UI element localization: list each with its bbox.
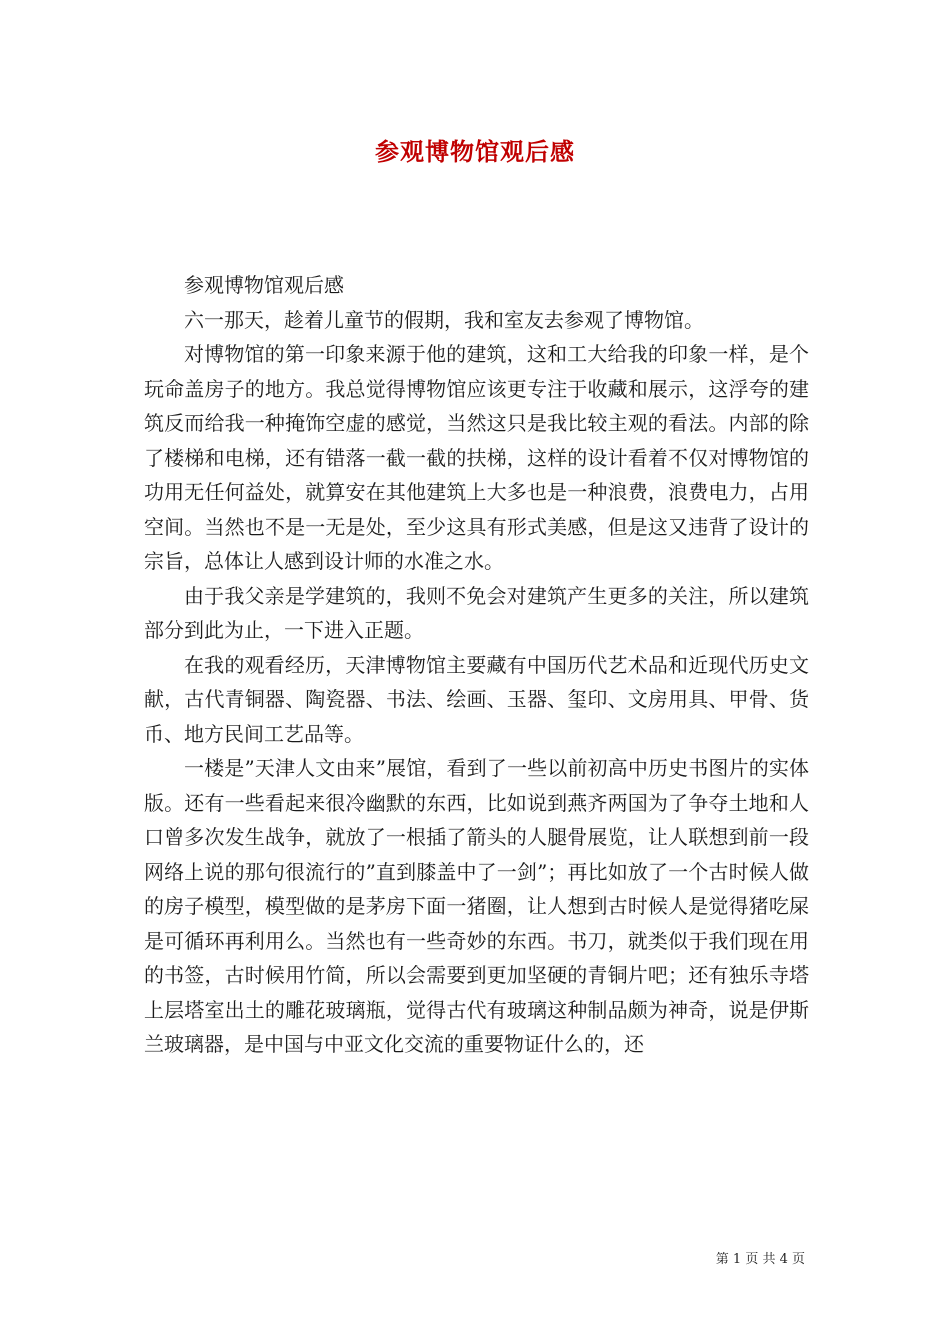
paragraph-2: 六一那天，趁着儿童节的假期，我和室友去参观了博物馆。 (184, 307, 704, 332)
paragraph-5: 在我的观看经历，天津博物馆主要藏有中国历代艺术品和近现代历史文献，古代青铜器、陶瓷器、书法、绘画、玉器、玺印、文房用具、甲骨、货币、地方民间工艺品等。 (144, 652, 809, 746)
page-title: 参观博物馆观后感 (375, 137, 575, 166)
paragraph-4: 由于我父亲是学建筑的，我则不免会对建筑产生更多的关注，所以建筑部分到此为止，一下进入正题。 (144, 583, 809, 642)
paragraph-1: 参观博物馆观后感 (184, 273, 344, 297)
paragraph-6: 一楼是”天津人文由来”展馆，看到了一些以前初高中历史书图片的实体版。还有一些看起来很冷幽默的东西，比如说到燕齐两国为了争夺土地和人口曾多次发生战争，就放了一根插了箭头的人腿骨展览，让人联想到前一段网络上说的那句很流行的”直到膝盖中了一剑”；再比如放了一个古时候人做的房子模型，模型做的是茅房下面一猪圈，让人想到古时候人是觉得猪吃屎是可循环再利用么。当然也有一些奇妙的东西。书刀，就类似于我们现在用的书签，古时候用竹简，所以会需要到更加坚硬的青铜片吧；还有独乐寺塔上层塔室出土的雕花玻璃瓶，觉得古代有玻璃这种制品颇为神奇，说是伊斯兰玻璃器，是中国与中亚文化交流的重要物证什么的，还 (144, 756, 809, 1056)
document-body (144, 268, 809, 1062)
page-number-footer: 第 1 页 共 4 页 (715, 1252, 805, 1267)
paragraph-3: 对博物馆的第一印象来源于他的建筑，这和工大给我的印象一样，是个玩命盖房子的地方。我总觉得博物馆应该更专注于收藏和展示，这浮夸的建筑反而给我一种掩饰空虚的感觉，当然这只是我比较主观的看法。内部的除了楼梯和电梯，还有错落一截一截的扶梯，这样的设计看着不仅对博物馆的功用无任何益处，就算安在其他建筑上大多也是一种浪费，浪费电力，占用空间。当然也不是一无是处，至少这具有形式美感，但是这又违背了设计的宗旨，总体让人感到设计师的水准之水。 (144, 342, 809, 573)
